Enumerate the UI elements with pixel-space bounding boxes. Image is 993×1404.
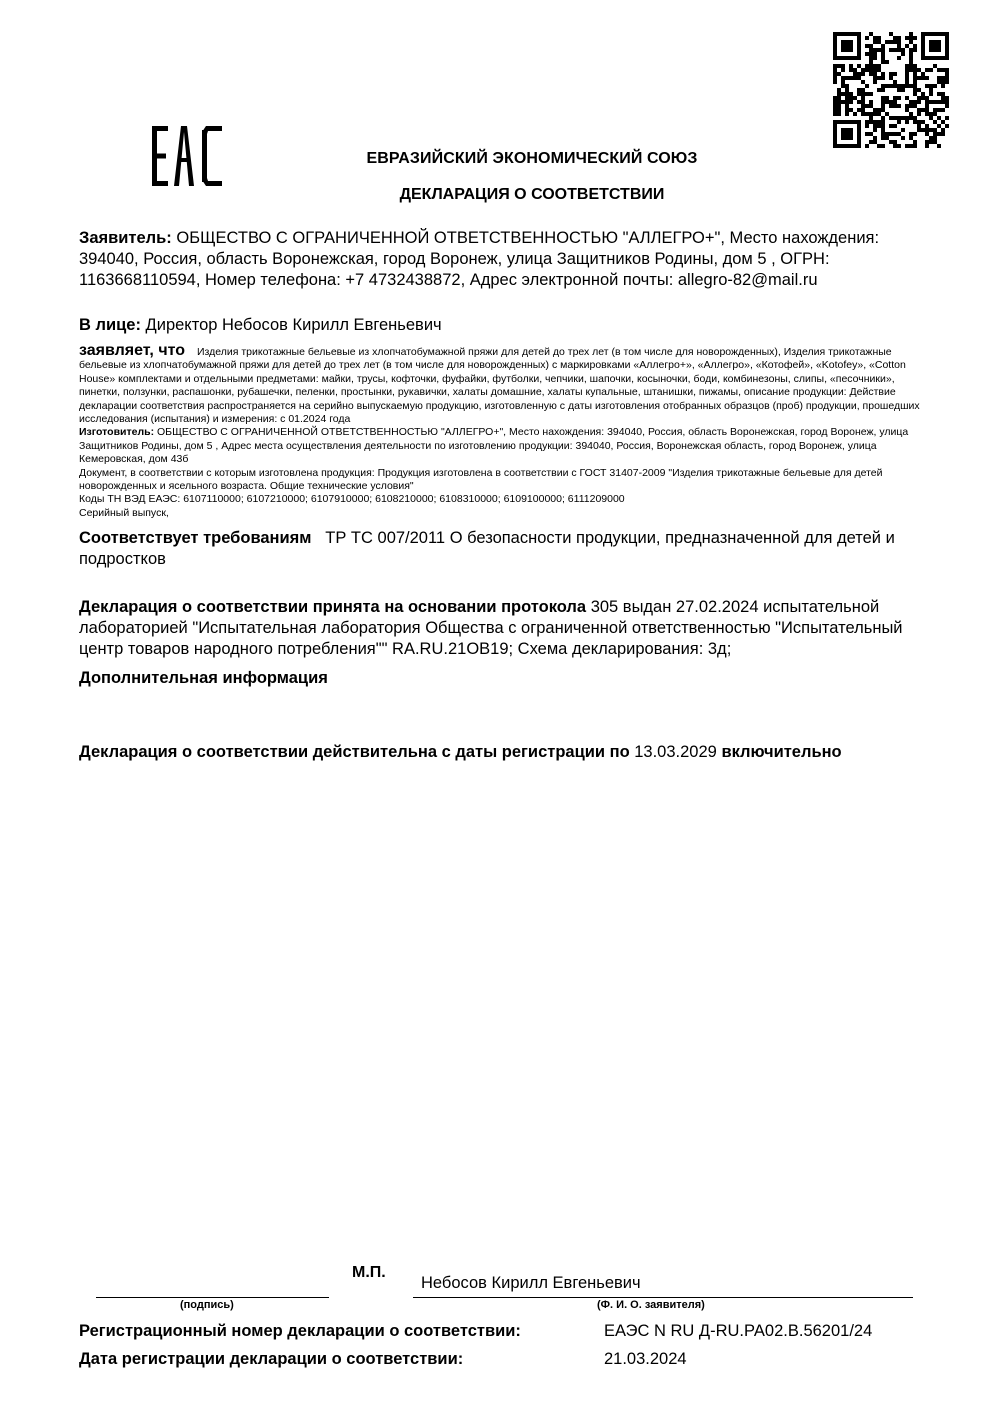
basis-text: 305 выдан 27.02.2024 испытательной лабораторией "Испытательная лаборатория Общества с ограниченной ответственностью "Испытательный центр товаров народного потребления"" RA.RU.21OB19; Схема декларирования: 3д; (79, 598, 903, 658)
manufacturer-label: Изготовитель: (79, 426, 155, 439)
hs-codes: Коды ТН ВЭД ЕАЭС: 6107110000; 6107210000; 6107910000; 6108210000; 6108310000; 6109100000; 6111209000 (79, 493, 625, 506)
stamp-place: М.П. (352, 1264, 386, 1281)
union-name: ЕВРАЗИЙСКИЙ ЭКОНОМИЧЕСКИЙ СОЮЗ (366, 150, 698, 167)
declares-label: заявляет, что (79, 342, 185, 359)
signer-name: Небосов Кирилл Евгеньевич (421, 1274, 641, 1292)
person-block (79, 315, 929, 336)
name-line (413, 1297, 913, 1298)
name-caption: (Ф. И. О. заявителя) (597, 1299, 705, 1311)
manufacturer-text: ОБЩЕСТВО С ОГРАНИЧЕННОЙ ОТВЕТСТВЕННОСТЬЮ "АЛЛЕГРО+", Место нахождения: 394040, Россия, область Воронежская, город Воронеж, улица Защитников Родины, дом 5 , Адрес места осуществления деятельности по изготовлению продукции: 394040, Россия, Воронежская область, город Воронеж, улица Кемеровская, дом 43б (79, 426, 909, 466)
signature-line (96, 1297, 329, 1298)
complies-block (79, 528, 929, 570)
validity-suffix: включительно (721, 743, 842, 761)
declares-block (79, 344, 925, 520)
complies-label: Соответствует требованиям (79, 529, 312, 547)
applicant-text: ОБЩЕСТВО С ОГРАНИЧЕННОЙ ОТВЕТСТВЕННОСТЬЮ "АЛЛЕГРО+", Место нахождения: 394040, Россия, область Воронежская, город Воронеж, улица Защитников Родины, дом 5 , ОГРН: 1163668110594, Номер телефона: +7 4732438872, Адрес электронной почты: allegro-82@mail.ru (79, 229, 880, 289)
release-type: Серийный выпуск, (79, 506, 169, 519)
person-text: Директор Небосов Кирилл Евгеньевич (145, 316, 442, 334)
registration-number: ЕАЭС N RU Д-RU.РА02.В.56201/24 (604, 1322, 873, 1340)
qr-code-icon (833, 32, 949, 148)
validity-label: Декларация о соответствии действительна с даты регистрации по (79, 743, 630, 761)
signature-caption: (подпись) (180, 1299, 234, 1311)
person-label: В лице: (79, 316, 141, 334)
basis-label: Декларация о соответствии принята на основании протокола (79, 598, 587, 616)
basis-block (79, 597, 929, 660)
complies-text: ТР ТС 007/2011 О безопасности продукции, предназначенной для детей и подростков (79, 529, 895, 568)
validity-block (79, 742, 979, 763)
validity-date: 13.03.2029 (634, 743, 717, 761)
applicant-label: Заявитель: (79, 229, 172, 247)
applicant-block (79, 228, 929, 291)
registration-date: 21.03.2024 (604, 1350, 687, 1368)
document-title: ДЕКЛАРАЦИЯ О СООТВЕТСТВИИ (399, 186, 665, 203)
product-description: Изделия трикотажные бельевые из хлопчатобумажной пряжи для детей до трех лет (в том числе для новорожденных), Изделия трикотажные бельевые из хлопчатобумажной пряжи для детей до трех лет (в том числе для новорожденных) с маркировками «Аллегро+», «Аллегро», «Котофей», «Kotofey», «Cotton House» комплектами и отдельными предметами: майки, трусы, кофточки, фуфайки, футболки, чепчики, шапочки, косыночки, боди, комбинезоны, слипы, «песочники», пинетки, ползунки, распашонки, рубашечки, пеленки, простынки, рукавички, халаты домашние, халаты купальные, штанишки, пижамы, описание продукции: Действие декларации соответствия распространяется на серийно выпускаемую продукцию, изготовленную с даты изготовления отобранных образцов (проб) продукции, прошедших исследования (испытания) и измерения: с 01.2024 года (79, 346, 920, 426)
standard-document: Документ, в соответствии с которым изготовлена продукция: Продукция изготовлена в соответствии с ГОСТ 31407-2009 "Изделия трикотажные бельевые для детей новорожденных и ясельного возраста. Общие технические условия" (79, 466, 883, 493)
additional-info-heading: Дополнительная информация (79, 669, 328, 687)
registration-number-label: Регистрационный номер декларации о соответствии: (79, 1322, 521, 1340)
registration-date-label: Дата регистрации декларации о соответствии: (79, 1350, 464, 1368)
